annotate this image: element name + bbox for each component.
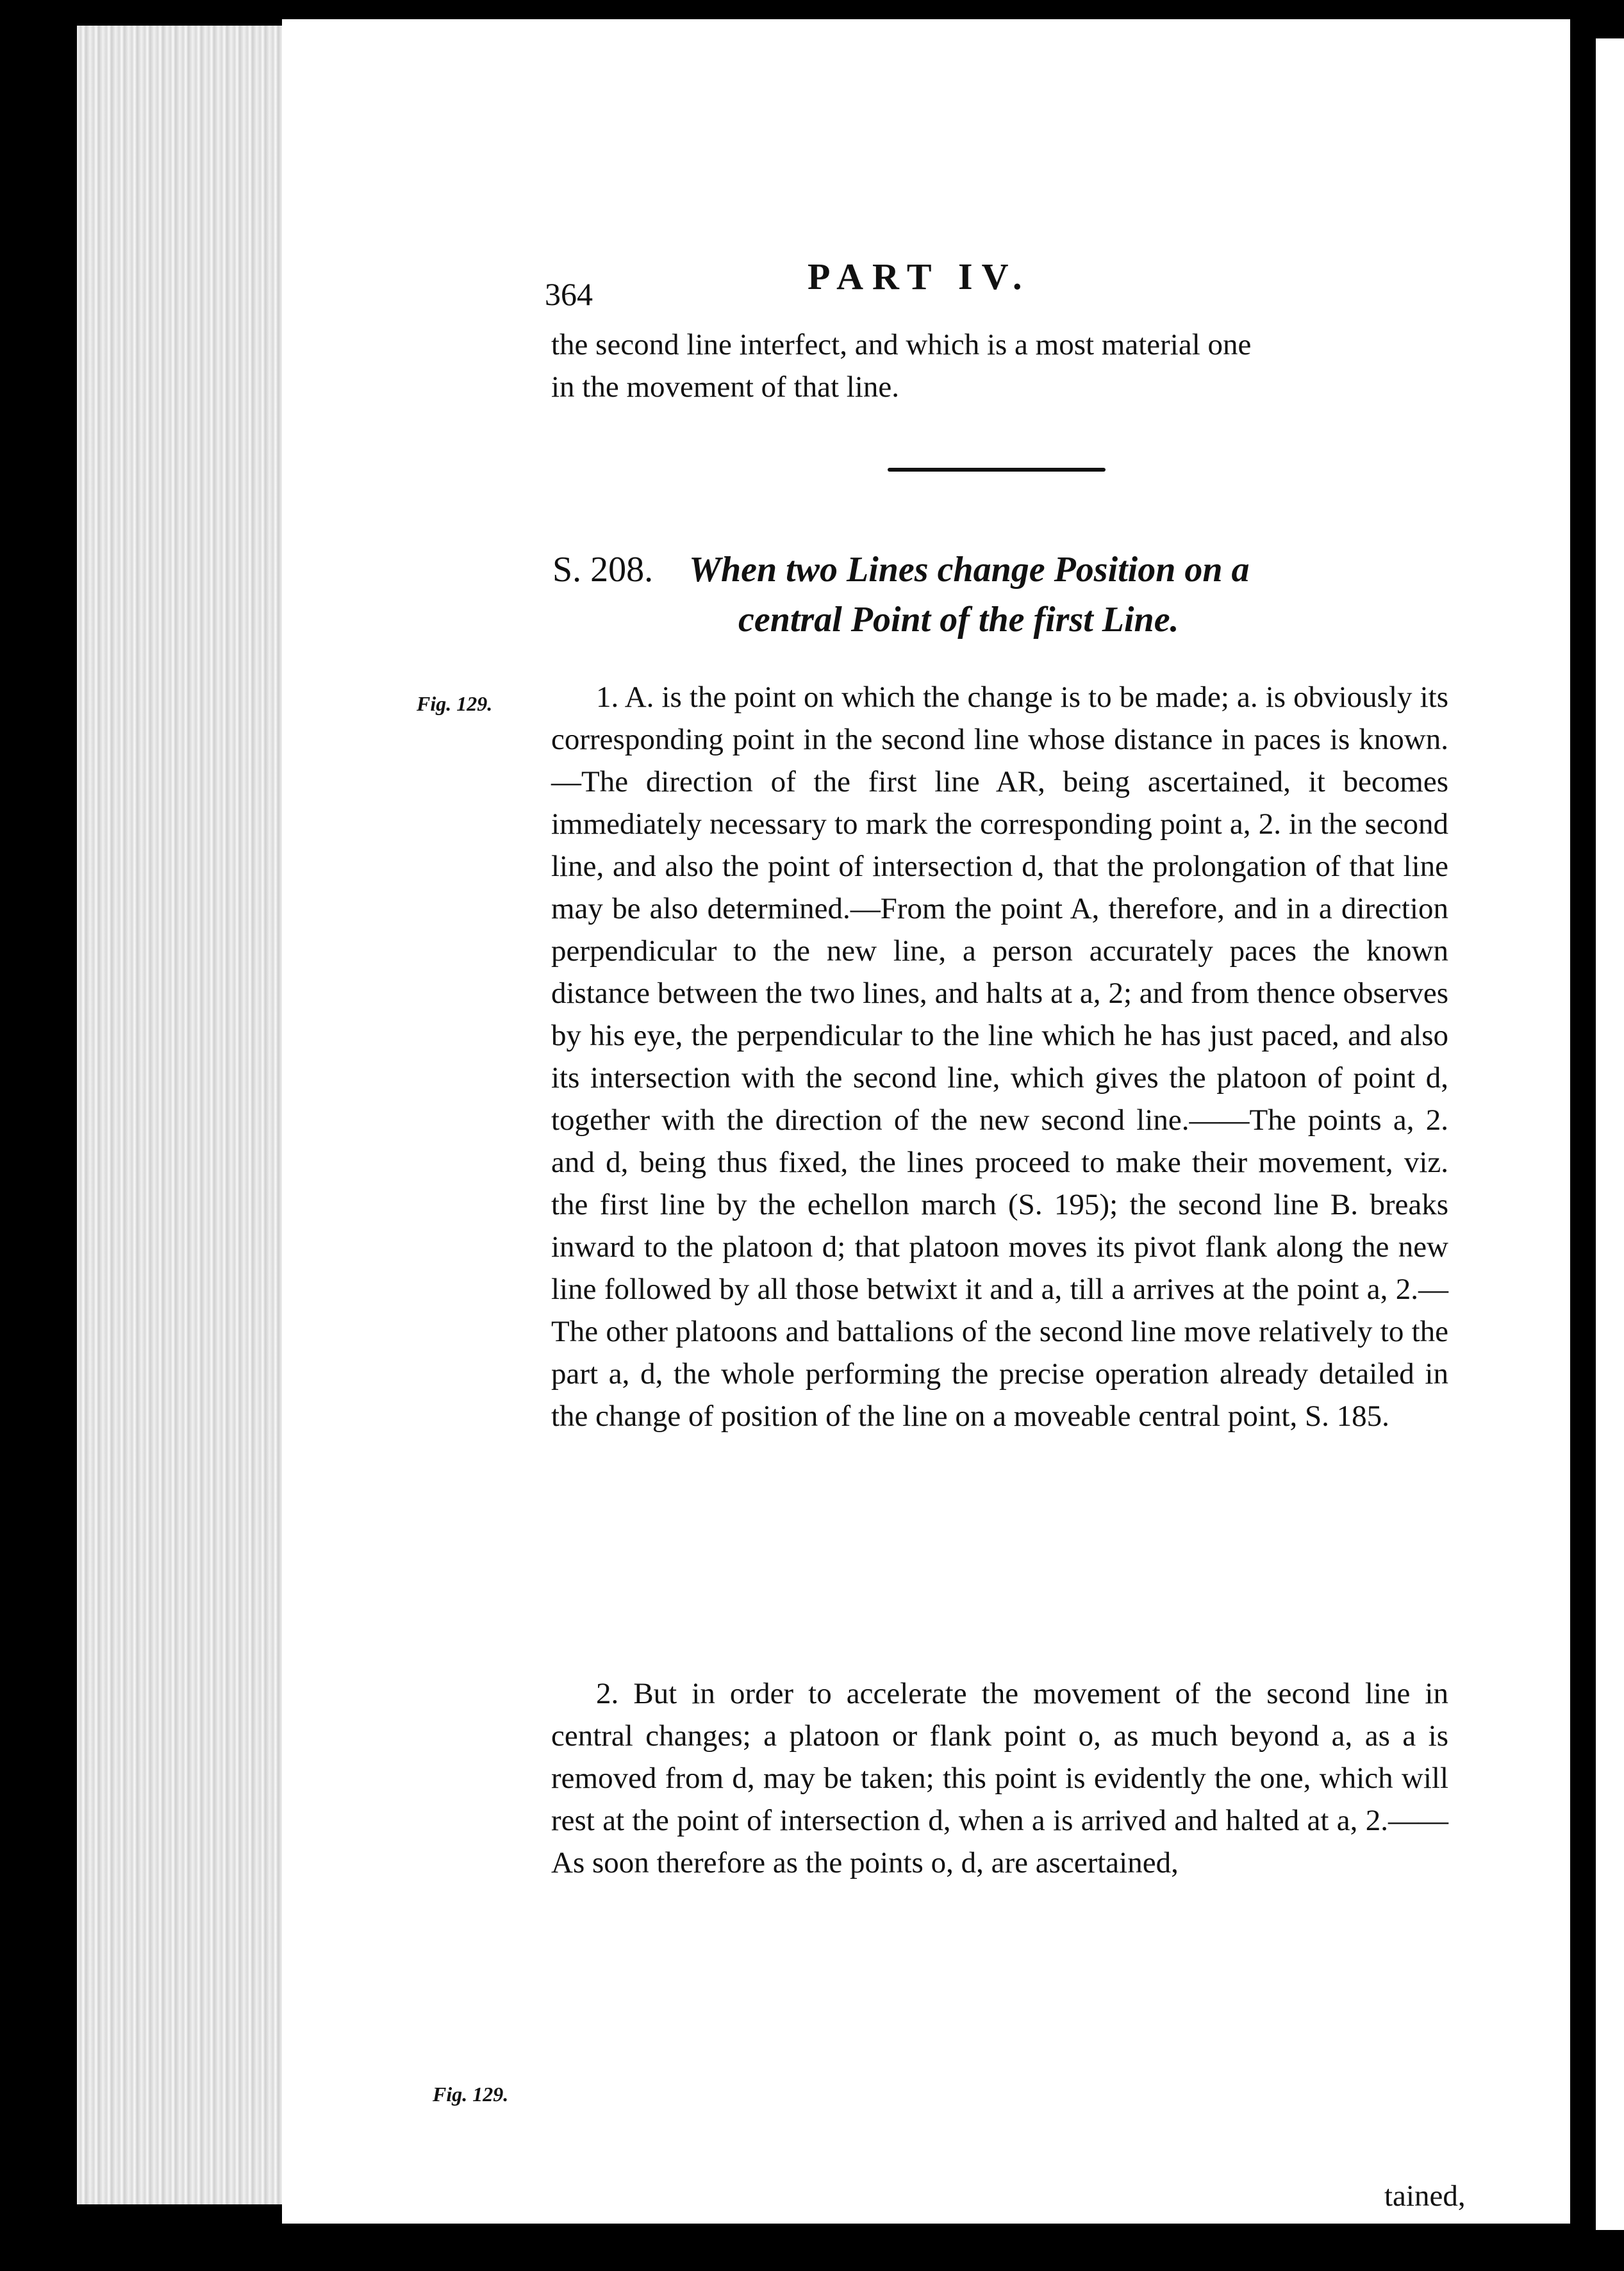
paragraph-1 (551, 676, 1448, 1437)
section-title-line-1: When two Lines change Position on a (689, 550, 1250, 590)
continued-line-2: in the movement of that line. (551, 370, 899, 404)
section-title-line-2: central Point of the first Line. (738, 600, 1179, 640)
section-number: S. 208. (552, 550, 654, 590)
paragraph-2-text: 2. But in order to accelerate the movement of the second line in central changes; a platoon or flank point o, as much beyond a, as a is removed from d, may be taken; this point is evidently the one, which will rest at the point of intersection d, when a is arrived and halted at a, 2.——As soon therefore as the points o, d, are ascertained, (551, 1677, 1448, 1879)
continued-line-1: the second line interfect, and which is a most material one (551, 328, 1252, 361)
figure-reference-1: Fig. 129. (417, 692, 493, 715)
paragraph-1-text: 1. A. is the point on which the change is to be made; a. is obviously its corresponding point in the second line whose distance in paces is known.—The direction of the first line AR, being ascertained, it becomes immediately necessary to mark the corresponding point a, 2. in the second line, and also the point of intersection d, that the prolongation of that line may be also determined.—From the point A, therefore, and in a direction perpendicular to the new line, a person accurately paces the known distance between the two lines, and halts at a, 2; and from thence observes by his eye, the perpendicular to the line which he has just paced, and also its intersection with the second line, which gives the platoon of point d, together with the direction of the new second line.——The points a, 2. and d, being thus fixed, the lines proceed to make their movement, viz. the first line by the echellon march (S. 195); the second line B. breaks inward to the platoon d; that platoon moves its pivot flank along the new line followed by all those betwixt it and a, till a arrives at the point a, 2.—The other platoons and battalions of the second line move relatively to the part a, d, the whole performing the precise operation already detailed in the change of position of the line on a moveable central point, S. 185. (551, 681, 1448, 1433)
facing-page-edge (1596, 38, 1624, 2230)
running-head: PART IV. (808, 256, 1031, 297)
catchword: tained, (1384, 2179, 1466, 2213)
continued-text (551, 324, 1448, 408)
page-number: 364 (545, 276, 593, 312)
section-rule (888, 468, 1106, 472)
figure-reference-2: Fig. 129. (433, 2083, 509, 2106)
paragraph-2 (551, 1672, 1448, 1884)
section-heading (552, 545, 1450, 645)
